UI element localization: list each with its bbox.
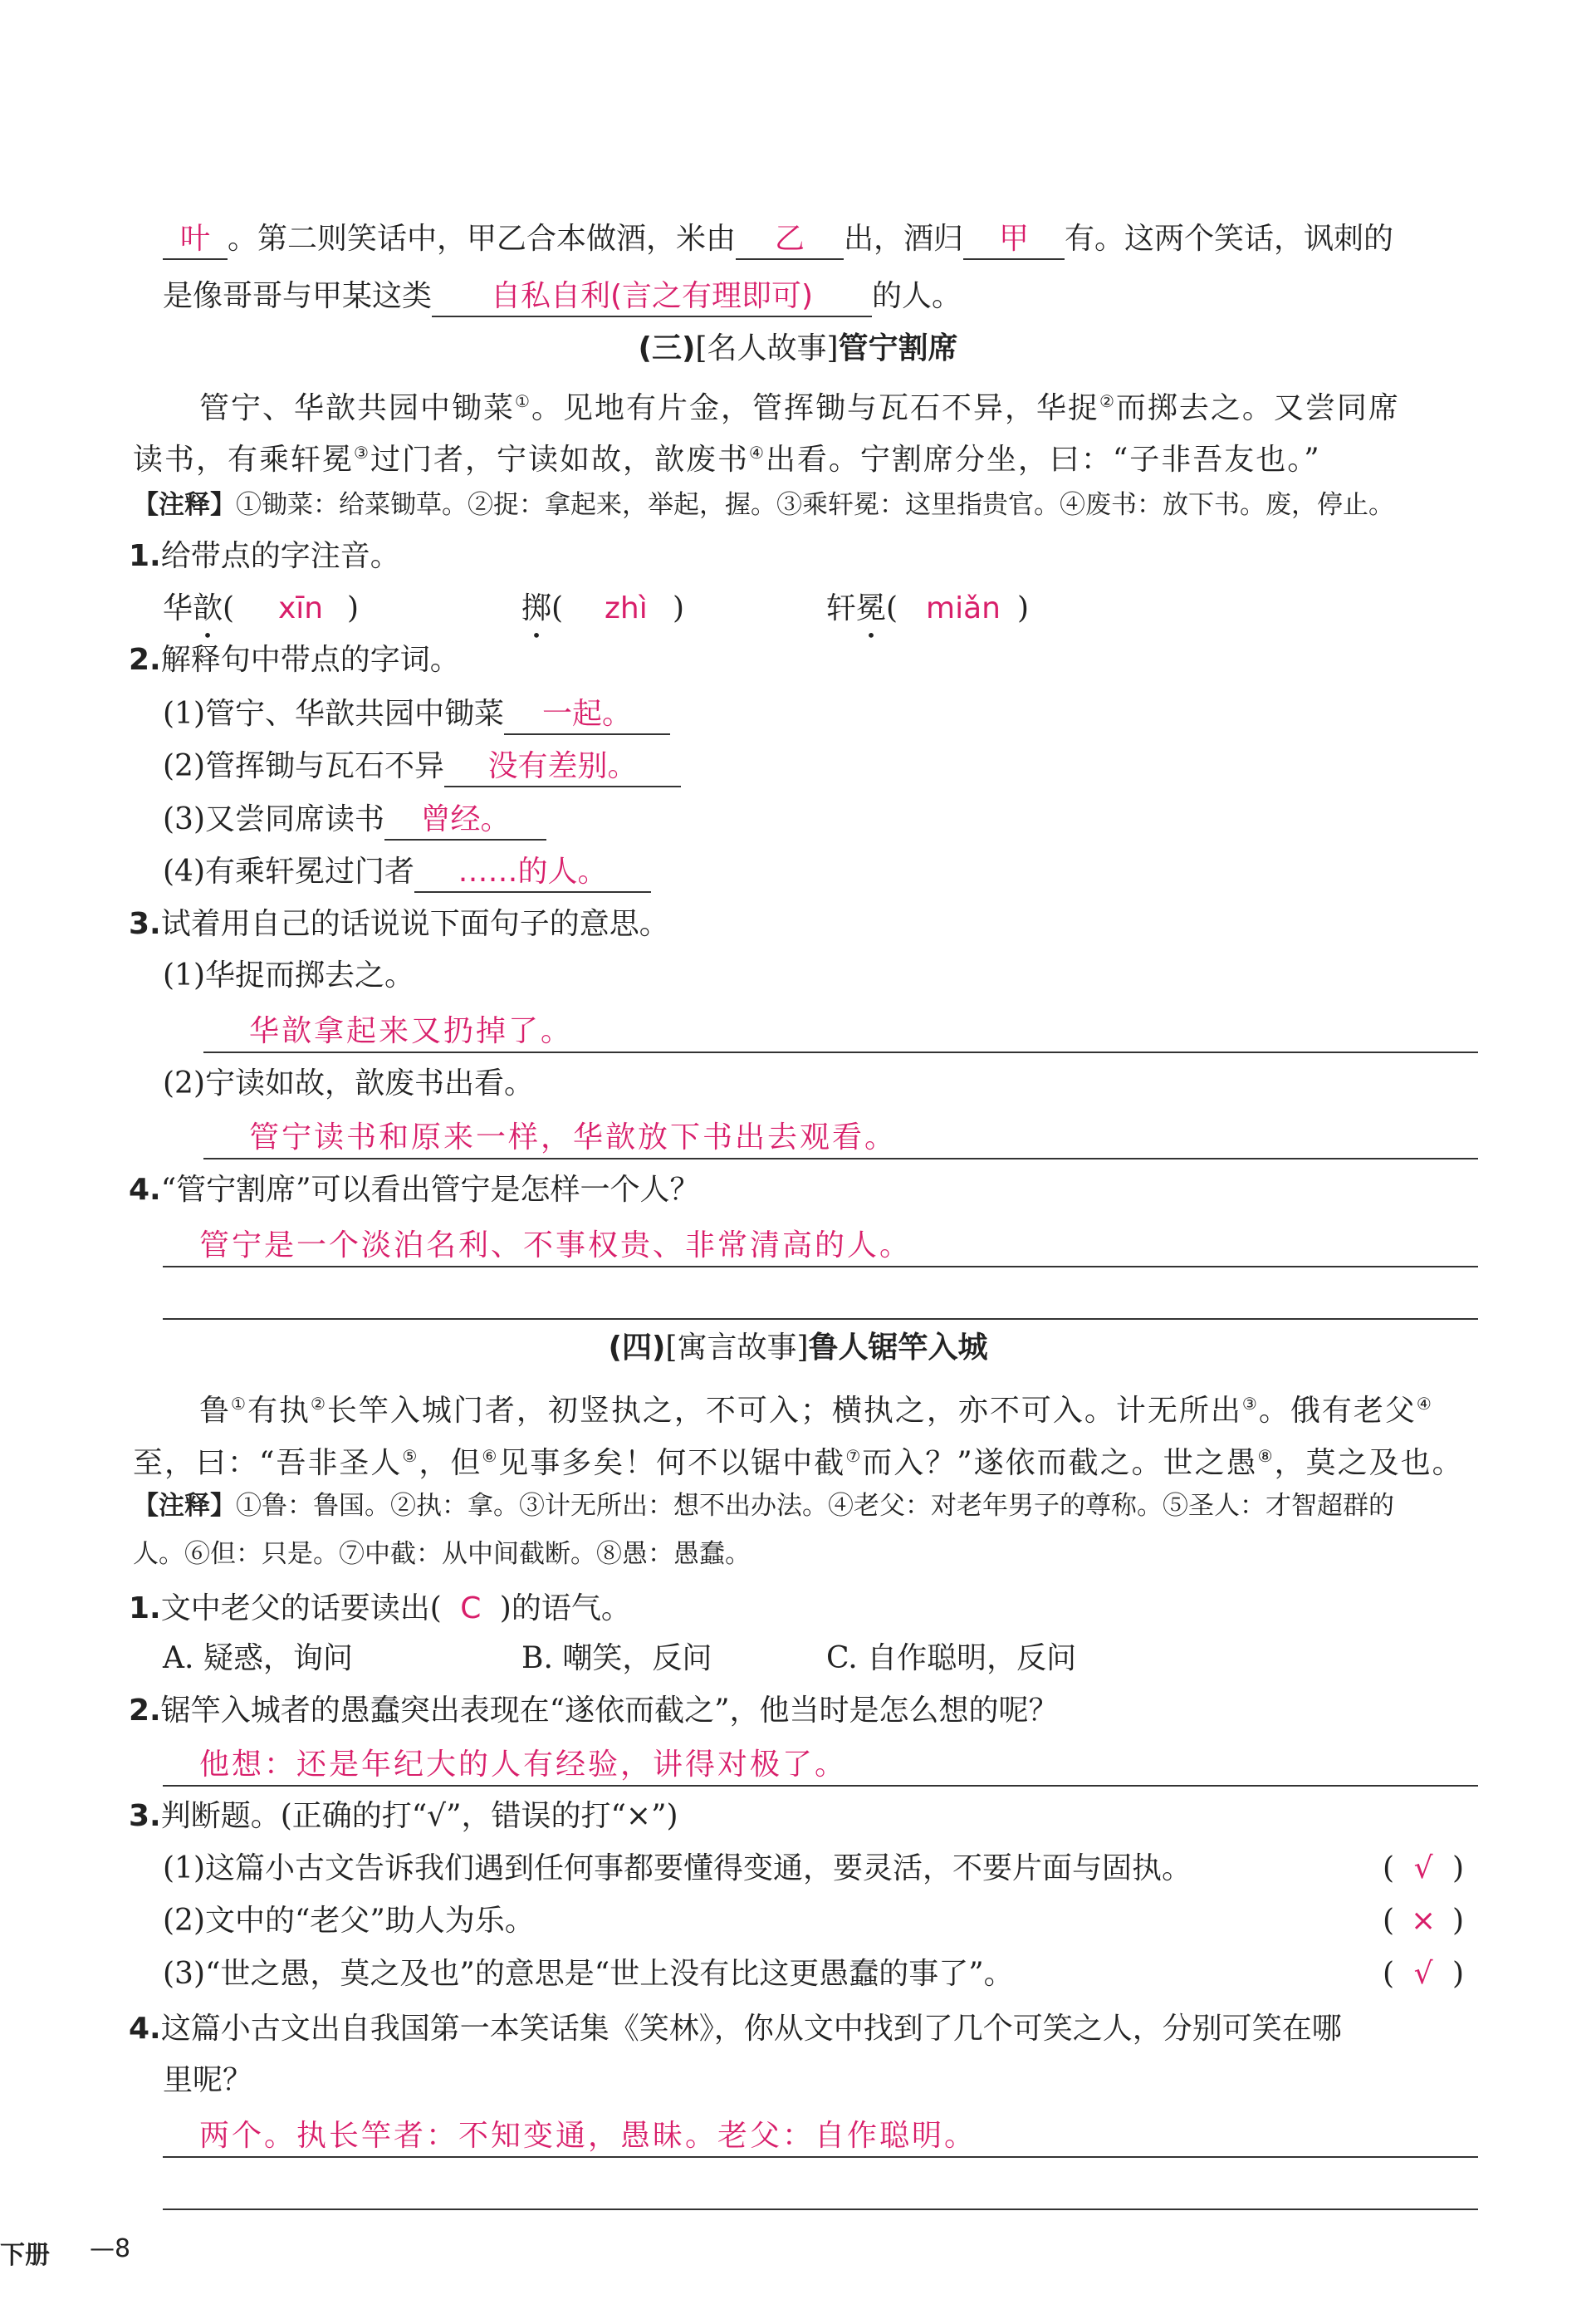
- answer-text: 管宁是一个淡泊名利、不事权贵、非常清高的人。: [199, 1228, 913, 1262]
- answer-line: [163, 1318, 1478, 1320]
- answer-text: 华歆拿起来又扔掉了。: [249, 1014, 574, 1048]
- answer-blank: 乙: [736, 220, 844, 260]
- answer-line: [163, 1785, 1478, 1787]
- answer-blank: 自私自利(言之有理即可): [432, 277, 872, 317]
- answer-line: [203, 1158, 1478, 1159]
- answer-text: 他想：还是年纪大的人有经验，讲得对极了。: [199, 1748, 848, 1782]
- page-number: —8: [90, 2234, 131, 2263]
- answer-text: 管宁读书和原来一样，华歆放下书出去观看。: [249, 1120, 898, 1154]
- annotation: 【注释】①鲁：鲁国。②执：拿。③计无所出：想不出办法。④老父：对老年男子的尊称。⑤圣人：才智超群的: [133, 1491, 1394, 1521]
- answer-line: [203, 1052, 1478, 1053]
- footer-label: 下册: [0, 2241, 50, 2270]
- answer-line: [163, 1266, 1478, 1267]
- answer-blank: 叶: [163, 220, 228, 260]
- section-title: (四)[寓言故事]鲁人锯竿入城: [608, 1331, 988, 1365]
- answer-line: [163, 2156, 1478, 2158]
- answer-text: 两个。执长竿者：不知变通，愚昧。老父：自作聪明。: [199, 2119, 977, 2153]
- annotation: 【注释】①锄菜：给菜锄草。②捉：拿起来，举起，握。③乘轩冕：这里指贵官。④废书：放下书。废，停止。: [133, 490, 1394, 520]
- answer-blank: 甲: [963, 220, 1065, 260]
- answer-line: [163, 2209, 1478, 2210]
- section-title: (三)[名人故事]管宁割席: [638, 331, 958, 365]
- annotation: 人。⑥但：只是。⑦中截：从中间截断。⑧愚：愚蠢。: [133, 1539, 751, 1569]
